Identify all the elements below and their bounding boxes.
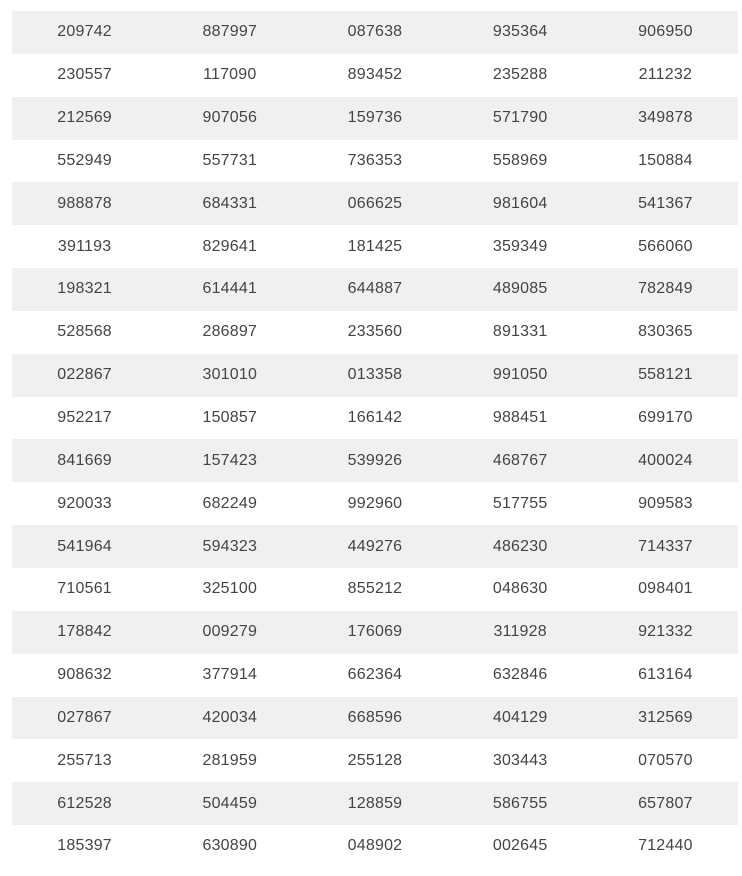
table-cell: 988451 xyxy=(492,409,548,427)
table-cell: 855212 xyxy=(347,580,403,598)
table-cell: 404129 xyxy=(492,708,548,726)
table-cell: 558121 xyxy=(638,366,693,384)
table-cell: 349878 xyxy=(638,109,693,127)
table-cell: 178842 xyxy=(57,623,112,641)
table-row xyxy=(12,525,738,568)
table-row xyxy=(12,654,738,697)
table-row xyxy=(12,11,738,54)
table-cell: 255713 xyxy=(57,751,112,769)
table-row xyxy=(12,739,738,782)
table-row xyxy=(12,568,738,611)
table-cell: 002645 xyxy=(492,837,548,855)
table-cell: 571790 xyxy=(492,109,548,127)
table-row xyxy=(12,140,738,183)
table-cell: 539926 xyxy=(347,451,403,469)
table-cell: 235288 xyxy=(492,66,548,84)
table-row xyxy=(12,397,738,440)
table-cell: 212569 xyxy=(57,109,112,127)
table-cell: 048630 xyxy=(492,580,548,598)
table-cell: 198321 xyxy=(57,280,112,298)
table-cell: 829641 xyxy=(202,237,258,255)
table-cell: 209742 xyxy=(57,23,112,41)
table-cell: 166142 xyxy=(347,409,403,427)
table-row xyxy=(12,439,738,482)
table-cell: 013358 xyxy=(347,366,403,384)
table-cell: 027867 xyxy=(57,708,112,726)
table-cell: 087638 xyxy=(347,23,403,41)
table-cell: 908632 xyxy=(57,666,112,684)
table-cell: 468767 xyxy=(492,451,548,469)
table-cell: 157423 xyxy=(202,451,258,469)
table-cell: 311928 xyxy=(493,623,547,641)
table-cell: 907056 xyxy=(202,109,258,127)
table-row xyxy=(12,182,738,225)
table-cell: 009279 xyxy=(202,623,258,641)
table-cell: 891331 xyxy=(492,323,548,341)
table-cell: 048902 xyxy=(347,837,403,855)
table-cell: 230557 xyxy=(57,66,112,84)
table-cell: 128859 xyxy=(347,794,403,812)
table-cell: 586755 xyxy=(492,794,548,812)
table-cell: 066625 xyxy=(347,194,403,212)
table-cell: 830365 xyxy=(638,323,693,341)
table-cell: 782849 xyxy=(638,280,693,298)
table-cell: 176069 xyxy=(347,623,403,641)
table-cell: 517755 xyxy=(492,494,548,512)
table-row xyxy=(12,782,738,825)
table-cell: 566060 xyxy=(638,237,693,255)
table-row xyxy=(12,697,738,740)
table-body xyxy=(12,11,738,868)
table-cell: 181425 xyxy=(347,237,403,255)
table-cell: 504459 xyxy=(202,794,258,812)
table-cell: 098401 xyxy=(638,580,693,598)
table-cell: 150857 xyxy=(202,409,258,427)
table-cell: 117090 xyxy=(203,66,257,84)
table-cell: 699170 xyxy=(638,409,693,427)
table-cell: 159736 xyxy=(347,109,403,127)
table-cell: 359349 xyxy=(492,237,548,255)
table-row xyxy=(12,611,738,654)
table-row xyxy=(12,225,738,268)
table-cell: 662364 xyxy=(347,666,403,684)
table-cell: 377914 xyxy=(202,666,258,684)
table-cell: 736353 xyxy=(347,151,403,169)
table-cell: 594323 xyxy=(202,537,258,555)
table-row xyxy=(12,311,738,354)
table-cell: 684331 xyxy=(202,194,258,212)
table-cell: 682249 xyxy=(202,494,258,512)
table-cell: 991050 xyxy=(492,366,548,384)
table-cell: 400024 xyxy=(638,451,693,469)
table-row xyxy=(12,54,738,97)
table-cell: 391193 xyxy=(57,237,112,255)
table-cell: 710561 xyxy=(57,580,112,598)
table-cell: 528568 xyxy=(57,323,112,341)
table-cell: 632846 xyxy=(492,666,548,684)
table-cell: 449276 xyxy=(347,537,403,555)
table-cell: 981604 xyxy=(492,194,548,212)
table-row xyxy=(12,97,738,140)
table-cell: 541367 xyxy=(638,194,693,212)
table-cell: 303443 xyxy=(492,751,548,769)
table-cell: 312569 xyxy=(638,708,693,726)
table-cell: 255128 xyxy=(347,751,403,769)
table-cell: 841669 xyxy=(57,451,112,469)
table-row xyxy=(12,825,738,868)
table-cell: 992960 xyxy=(347,494,403,512)
table-row xyxy=(12,482,738,525)
table-cell: 613164 xyxy=(638,666,693,684)
number-table xyxy=(12,11,738,868)
table-cell: 644887 xyxy=(347,280,403,298)
table-cell: 420034 xyxy=(202,708,258,726)
table-cell: 233560 xyxy=(347,323,403,341)
table-cell: 150884 xyxy=(638,151,693,169)
table-cell: 887997 xyxy=(202,23,258,41)
table-row xyxy=(12,268,738,311)
table-cell: 301010 xyxy=(202,366,258,384)
table-cell: 657807 xyxy=(638,794,693,812)
table-cell: 935364 xyxy=(492,23,548,41)
table-cell: 952217 xyxy=(57,409,112,427)
table-cell: 541964 xyxy=(57,537,112,555)
table-cell: 893452 xyxy=(347,66,403,84)
table-cell: 630890 xyxy=(202,837,258,855)
table-cell: 022867 xyxy=(57,366,112,384)
table-cell: 612528 xyxy=(57,794,112,812)
table-row xyxy=(12,354,738,397)
table-cell: 558969 xyxy=(492,151,548,169)
table-cell: 557731 xyxy=(202,151,258,169)
table-cell: 486230 xyxy=(492,537,548,555)
table-cell: 325100 xyxy=(202,580,258,598)
table-cell: 906950 xyxy=(638,23,693,41)
table-cell: 921332 xyxy=(638,623,693,641)
table-cell: 614441 xyxy=(202,280,258,298)
table-cell: 185397 xyxy=(57,837,112,855)
table-cell: 211232 xyxy=(638,66,693,84)
table-cell: 712440 xyxy=(638,837,693,855)
table-cell: 552949 xyxy=(57,151,112,169)
table-cell: 668596 xyxy=(347,708,403,726)
table-cell: 714337 xyxy=(638,537,693,555)
table-cell: 988878 xyxy=(57,194,112,212)
table-cell: 920033 xyxy=(57,494,112,512)
table-cell: 281959 xyxy=(202,751,258,769)
table-cell: 489085 xyxy=(492,280,548,298)
table-cell: 286897 xyxy=(202,323,258,341)
table-cell: 909583 xyxy=(638,494,693,512)
table-cell: 070570 xyxy=(638,751,693,769)
